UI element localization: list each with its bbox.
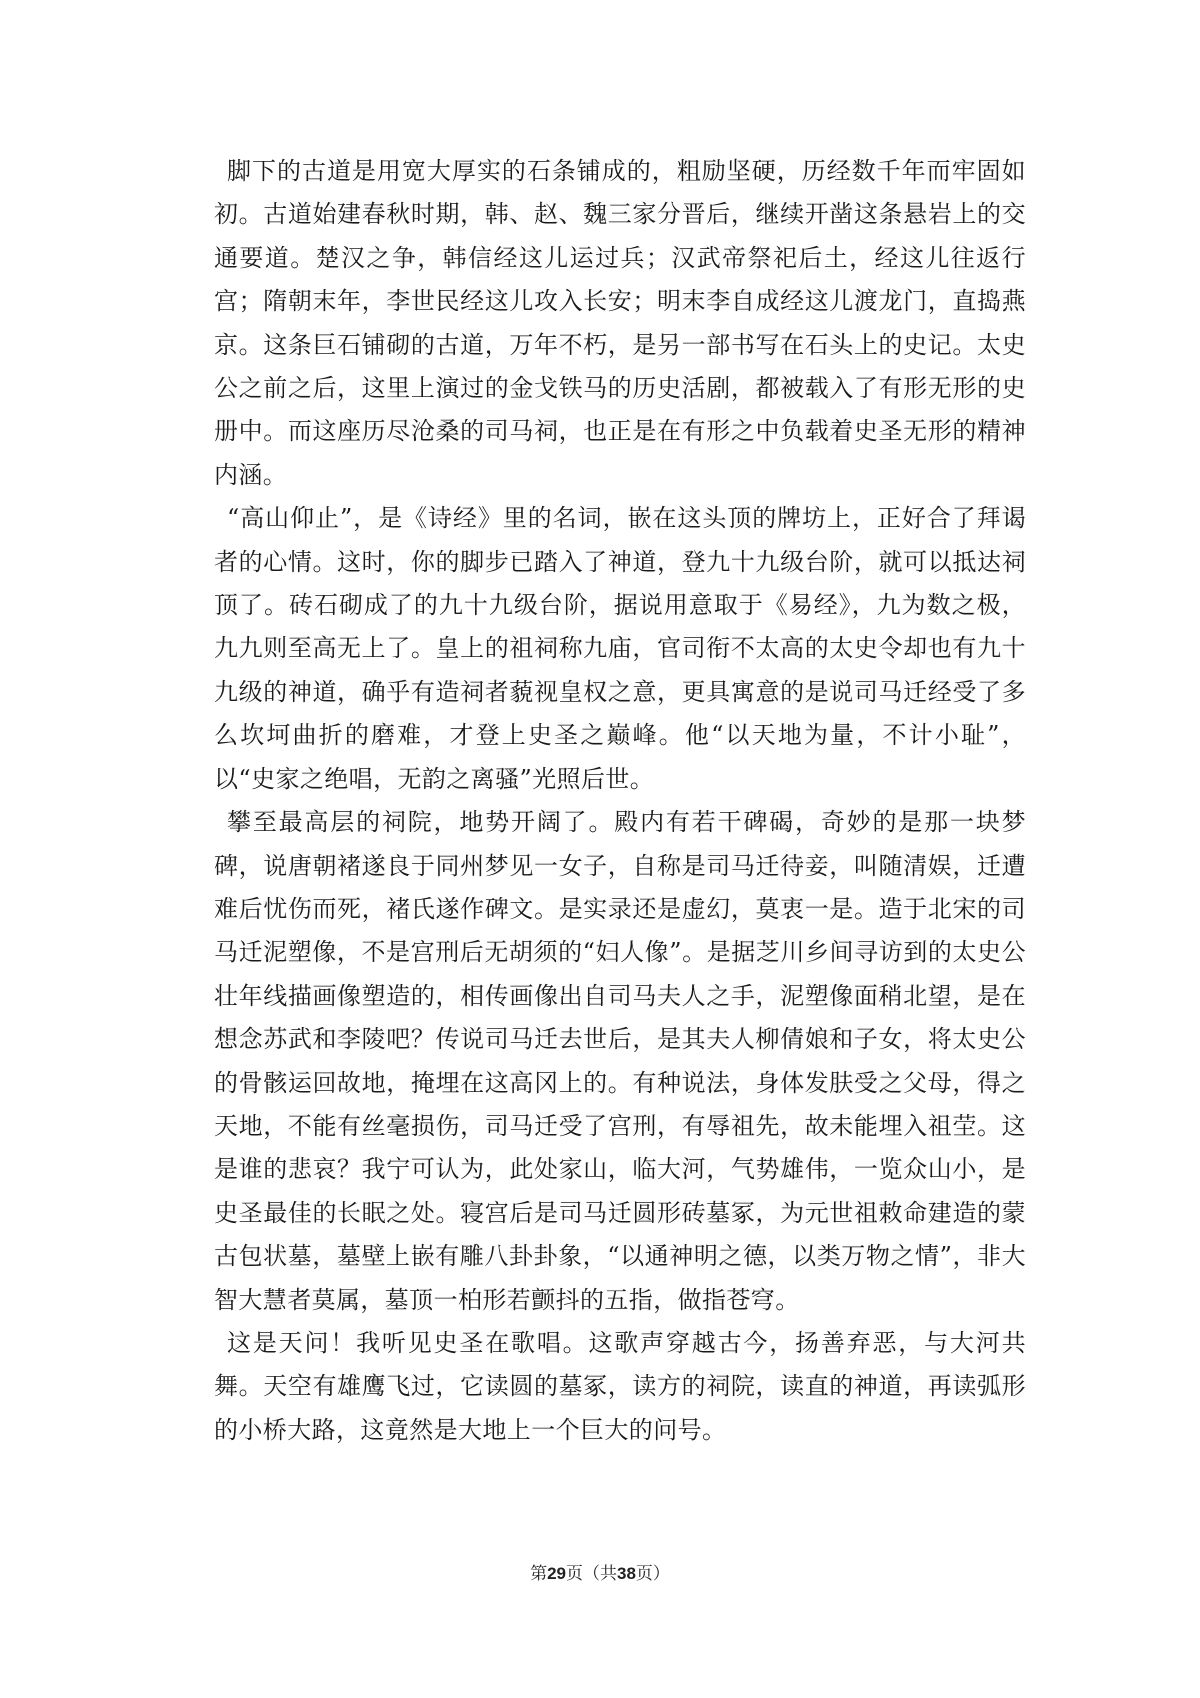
article-body — [214, 150, 1026, 1452]
paragraph-gaoshan-yangzhi: “高山仰止”，是《诗经》里的名词，嵌在这头顶的牌坊上，正好合了拜谒者的心情。这时，你的脚步已踏入了神道，登九十九级台阶，就可以抵达祠顶了。砖石砌成了的九十九级台阶，据说用意取于《易经》，九为数之极，九九则至高无上了。皇上的祖祠称九庙，官司衔不太高的太史令却也有九十九级的神道，确乎有造祠者藐视皇权之意，更具寓意的是说司马迁经受了多么坎坷曲折的磨难，才登上史圣之巅峰。他“以天地为量，不计小耻”，以“史家之绝唱，无韵之离骚”光照后世。 — [214, 504, 1026, 793]
footer-prefix: 第 — [530, 1564, 548, 1584]
paragraph-heavenly-question: 这是天问！我听见史圣在歌唱。这歌声穿越古今，扬善弃恶，与大河共舞。天空有雄鹰飞过，它读圆的墓冢，读方的祠院，读直的神道，再读弧形的小桥大路，这竟然是大地上一个巨大的问号。 — [214, 1328, 1026, 1444]
current-page-number: 29 — [547, 1564, 566, 1583]
page-number-footer — [0, 1559, 1200, 1584]
total-page-count: 38 — [617, 1564, 636, 1583]
footer-middle: 页（共 — [566, 1564, 617, 1584]
paragraph-shrine-courtyard: 攀至最高层的祠院，地势开阔了。殿内有若干碑碣，奇妙的是那一块梦碑，说唐朝褚遂良于同州梦见一女子，自称是司马迁待妾，叫随清娱，迁遭难后忧伤而死，褚氏遂作碑文。是实录还是虚幻，莫衷一是。造于北宋的司马迁泥塑像，不是宫刑后无胡须的“妇人像”。是据芝川乡间寻访到的太史公壮年线描画像塑造的，相传画像出自司马夫人之手，泥塑像面稍北望，是在想念苏武和李陵吧？传说司马迁去世后，是其夫人柳倩娘和子女，将太史公的骨骸运回故地，掩埋在这高冈上的。有种说法，身体发肤受之父母，得之天地，不能有丝毫损伤，司马迁受了宫刑，有辱祖先，故未能埋入祖茔。这是谁的悲哀？我宁可认为，此处家山，临大河，气势雄伟，一览众山小，是史圣最佳的长眠之处。寝宫后是司马迁圆形砖墓冢，为元世祖敕命建造的蒙古包状墓，墓壁上嵌有雕八卦卦象，“以通神明之德，以类万物之情”，非大智大慧者莫属，墓顶一柏形若颤抖的五指，做指苍穹。 — [214, 808, 1026, 1314]
footer-suffix: 页） — [635, 1564, 670, 1584]
paragraph-ancient-road: 脚下的古道是用宽大厚实的石条铺成的，粗励坚硬，历经数千年而牢固如初。古道始建春秋时期，韩、赵、魏三家分晋后，继续开凿这条悬岩上的交通要道。楚汉之争，韩信经这儿运过兵；汉武帝祭祀后土，经这儿往返行宫；隋朝末年，李世民经这儿攻入长安；明末李自成经这儿渡龙门，直捣燕京。这条巨石铺砌的古道，万年不朽，是另一部书写在石头上的史记。太史公之前之后，这里上演过的金戈铁马的历史活剧，都被载入了有形无形的史册中。而这座历尽沧桑的司马祠，也正是在有形之中负载着史圣无形的精神内涵。 — [214, 157, 1026, 489]
